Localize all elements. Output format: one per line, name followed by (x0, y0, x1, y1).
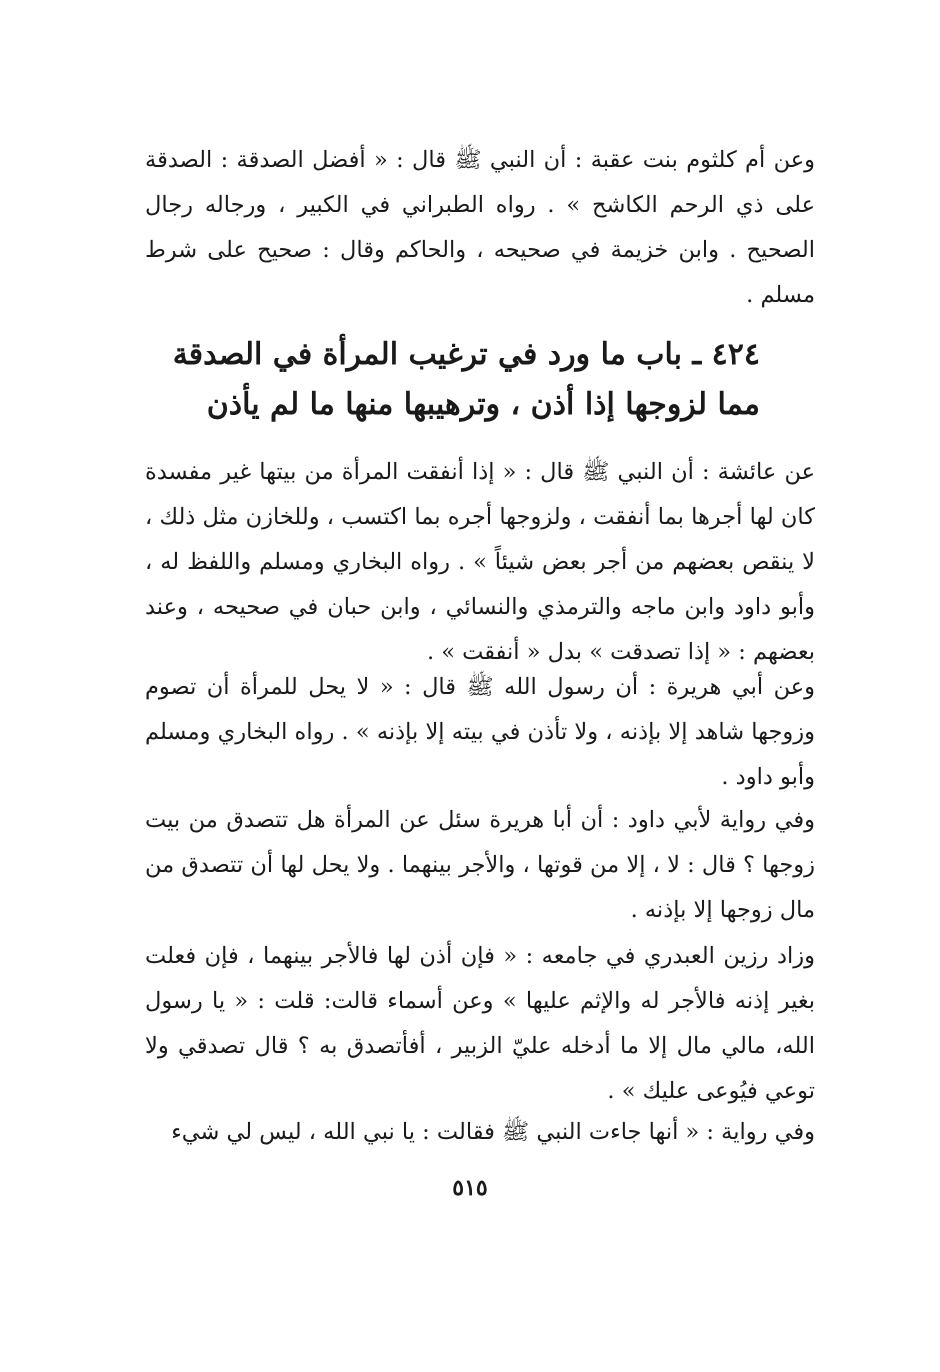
paragraph-aisha: عن عائشة : أن النبي ﷺ قال : « إذا أنفقت المرأة من بيتها غير مفسدة كان لها أجرها بما أنفقت ، ولزوجها أجره بما اكتسب ، وللخازن مثل ذلك ، لا ينقص بعضهم من أجر بعض شيئاً » . رواه البخاري ومسلم واللفظ له ، وأبو داود وابن ماجه والترمذي والنسائي ، وابن حبان في صحيحه ، وعند بعضهم : « إذا تصدقت » بدل « أنفقت » . (145, 459, 815, 665)
page-number: ٥١٥ (452, 1175, 488, 1201)
paragraph-abu-dawud-narration: وفي رواية لأبي داود : أن أبا هريرة سئل عن المرأة هل تتصدق من بيت زوجها ؟ قال : لا ، إلا من قوتها ، والأجر بينهما . ولا يحل لها أن تتصدق من مال زوجها إلا بإذنه . (145, 807, 815, 923)
paragraph-abu-hurayra: وعن أبي هريرة : أن رسول الله ﷺ قال : « لا يحل للمرأة أن تصوم وزوجها شاهد إلا بإذنه ، ولا تأذن في بيته إلا بإذنه » . رواه البخاري ومسلم وأبو داود . (145, 674, 815, 790)
chapter-heading (150, 330, 760, 430)
paragraph-another-narration: وفي رواية : « أنها جاءت النبي ﷺ فقالت : يا نبي الله ، ليس لي شيء (171, 1119, 815, 1145)
paragraph-razin-asma: وزاد رزين العبدري في جامعه : « فإن أذن لها فالأجر بينهما ، فإن فعلت بغير إذنه فالأجر له والإثم عليها » وعن أسماء قالت: قلت : « يا رسول الله، مالي مال إلا ما أدخله عليّ الزبير ، أفأتصدق به ؟ قال تصدقي ولا توعي فيُوعى عليك » . (145, 943, 815, 1104)
chapter-heading-line-2: مما لزوجها إذا أذن ، وترهيبها منها ما لم يأذن (206, 387, 760, 422)
paragraph-umm-kulthum: وعن أم كلثوم بنت عقبة : أن النبي ﷺ قال : « أفضل الصدقة : الصدقة على ذي الرحم الكاشح » . رواه الطبراني في الكبير ، ورجاله رجال الصحيح . وابن خزيمة في صحيحه ، والحاكم وقال : صحيح على شرط مسلم . (145, 147, 815, 308)
chapter-heading-line-1: ٤٢٤ ـ باب ما ورد في ترغيب المرأة في الصدقة (172, 337, 760, 372)
